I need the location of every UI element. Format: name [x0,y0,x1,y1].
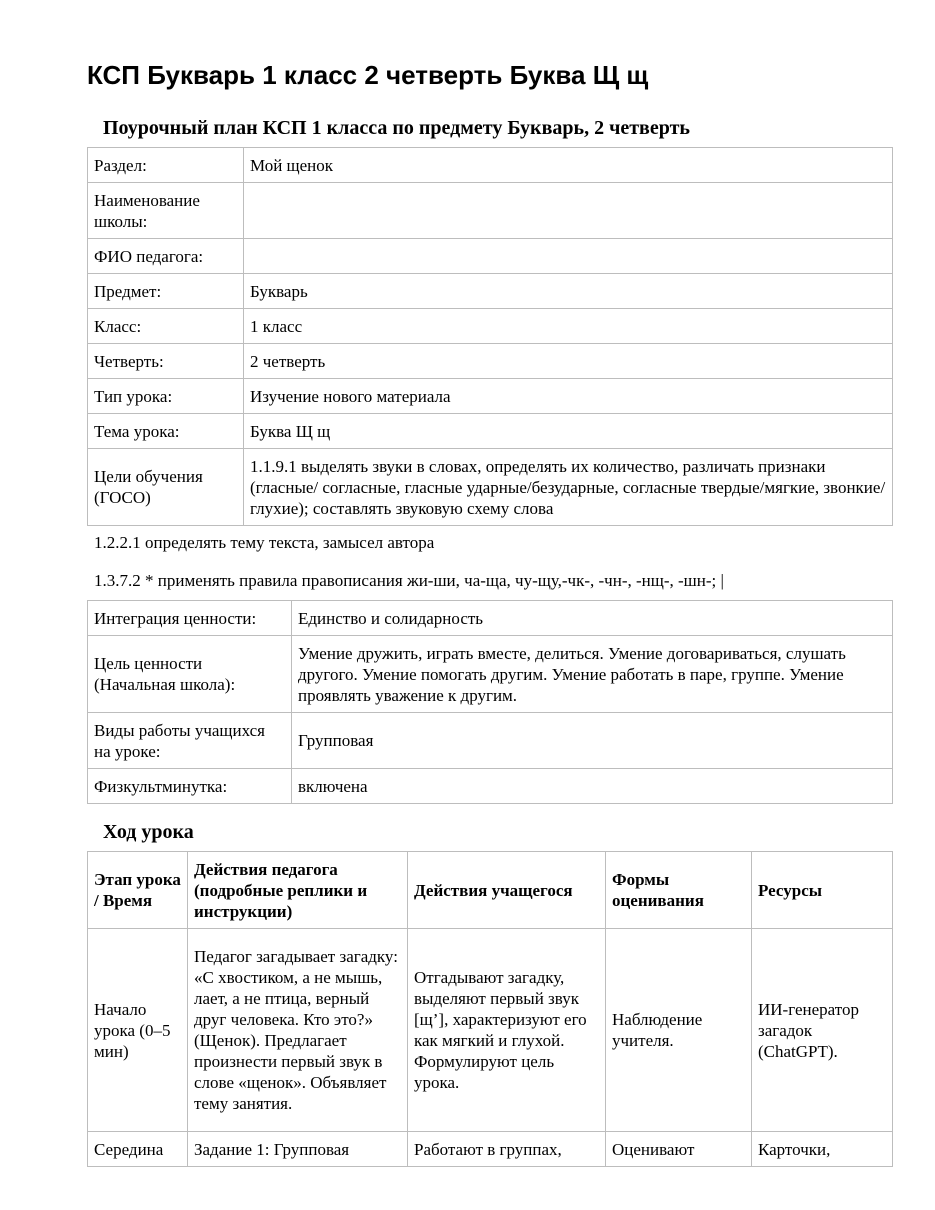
column-header: Ресурсы [752,852,893,929]
table-row [88,1132,893,1167]
column-header: Этап урока / Время [88,852,188,929]
info-table [87,147,893,526]
teacher-actions-cell: Задание 1: Групповая [188,1132,408,1167]
table-row [88,379,893,414]
table-header-row [88,852,893,929]
table-row [88,713,893,769]
info-value: Мой щенок [244,148,893,183]
info-label: Раздел: [88,148,244,183]
table-row [88,148,893,183]
table-row [88,344,893,379]
student-actions-cell: Работают в группах, [408,1132,606,1167]
table-row [88,414,893,449]
lesson-heading: Ход урока [103,821,194,843]
table-row [88,601,893,636]
values-label: Цель ценности (Начальная школа): [88,636,292,713]
column-header: Действия педагога (подробные реплики и инструкции) [188,852,408,929]
info-value [244,183,893,239]
info-label: Тема урока: [88,414,244,449]
learning-goal-text: 1.2.2.1 определять тему текста, замысел автора [94,533,435,552]
resources-cell: Карточки, [752,1132,893,1167]
table-row [88,636,893,713]
stage-cell: Начало урока (0–5 мин) [88,929,188,1132]
assessment-cell: Оценивают [606,1132,752,1167]
resources-cell: ИИ-генератор загадок (ChatGPT). [752,929,893,1132]
info-label: Тип урока: [88,379,244,414]
values-table [87,600,893,804]
info-value: Буква Щ щ [244,414,893,449]
info-label: Четверть: [88,344,244,379]
info-label: Класс: [88,309,244,344]
page-title: КСП Букварь 1 класс 2 четверть Буква Щ щ [87,60,649,90]
lesson-table [87,851,893,1167]
info-label: Наименование школы: [88,183,244,239]
table-row [88,309,893,344]
info-value: 2 четверть [244,344,893,379]
column-header: Формы оценивания [606,852,752,929]
stage-cell: Середина [88,1132,188,1167]
table-row [88,239,893,274]
info-value: Изучение нового материала [244,379,893,414]
student-actions-cell: Отгадывают загадку, выделяют первый звук [щ’], характеризуют его как мягкий и глухой. Формулируют цель урока. [408,929,606,1132]
info-label: Предмет: [88,274,244,309]
values-value: Групповая [292,713,893,769]
values-label: Физкультминутка: [88,769,292,804]
column-header: Действия учащегося [408,852,606,929]
plan-heading: Поурочный план КСП 1 класса по предмету Букварь, 2 четверть [103,117,690,139]
values-label: Виды работы учащихся на уроке: [88,713,292,769]
info-value [244,239,893,274]
table-row [88,274,893,309]
info-value: Букварь [244,274,893,309]
table-row [88,929,893,1132]
values-value: Единство и солидарность [292,601,893,636]
teacher-actions-cell: Педагог загадывает загадку: «С хвостиком, а не мышь, лает, а не птица, верный друг человека. Кто это?» (Щенок). Предлагает произнести первый звук в слове «щенок». Объявляет тему занятия. [188,929,408,1132]
info-label: ФИО педагога: [88,239,244,274]
values-value: включена [292,769,893,804]
table-row [88,183,893,239]
table-row [88,769,893,804]
values-value: Умение дружить, играть вместе, делиться. Умение договариваться, слушать другого. Умение помогать другим. Умение работать в паре, группе. Умение проявлять уважение к другим. [292,636,893,713]
values-label: Интеграция ценности: [88,601,292,636]
table-row [88,449,893,526]
info-value: 1 класс [244,309,893,344]
info-label: Цели обучения (ГОСО) [88,449,244,526]
assessment-cell: Наблюдение учителя. [606,929,752,1132]
info-value: 1.1.9.1 выделять звуки в словах, определять их количество, различать признаки (гласные/ согласные, гласные ударные/безударные, согласные твердые/мягкие, звонкие/глухие); составлять звуковую схему слова [244,449,893,526]
learning-goal-text: 1.3.7.2 * применять правила правописания жи-ши, ча-ща, чу-щу,-чк-, -чн-, -нщ-, -шн-; | [94,571,724,590]
